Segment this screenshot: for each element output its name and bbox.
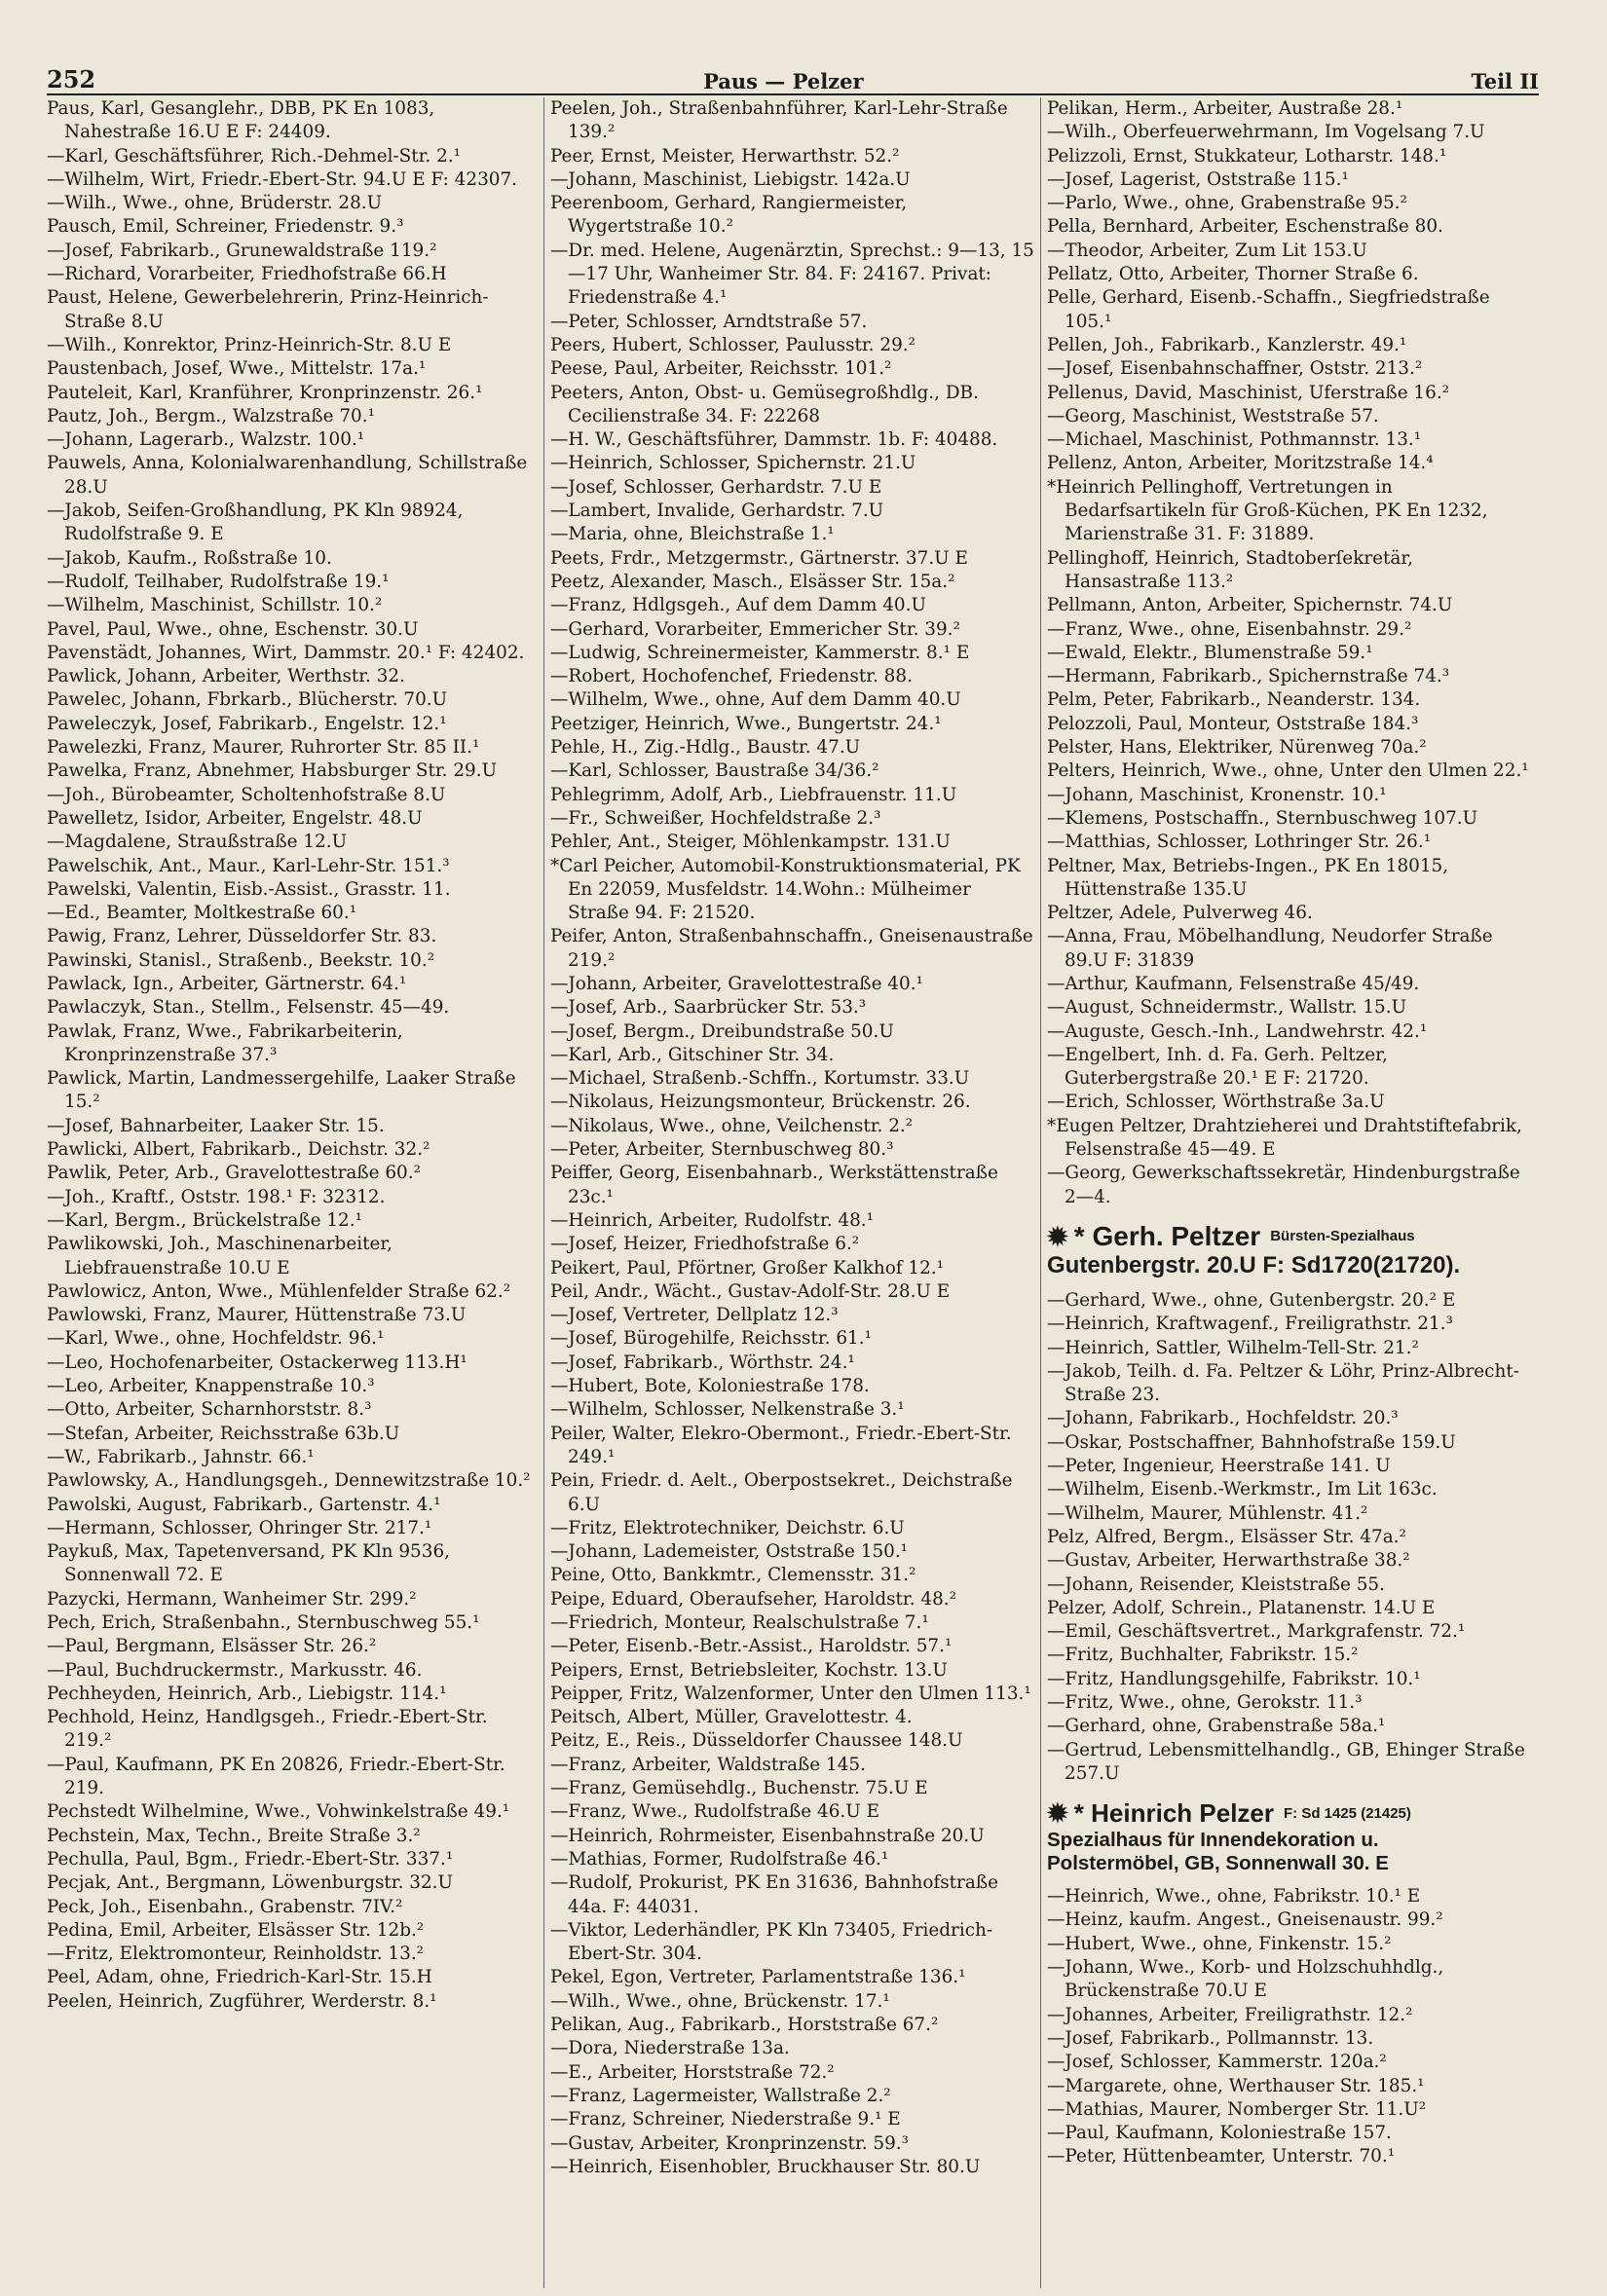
directory-entry: —Gerhard, Vorarbeiter, Emmericher Str. 39.²: [550, 618, 960, 640]
page-header: [47, 51, 1539, 95]
directory-entry: Peikert, Paul, Pförtner, Großer Kalkhof 12.¹: [550, 1257, 945, 1278]
directory-entry: Pellenz, Anton, Arbeiter, Moritzstraße 14.⁴: [1047, 453, 1434, 474]
directory-entry: Pawelletz, Isidor, Arbeiter, Engelstr. 48.U: [47, 807, 423, 829]
directory-entry: Pelters, Heinrich, Wwe., ohne, Unter den Ulmen 22.¹: [1047, 760, 1529, 782]
directory-entry: —Josef, Fabrikarb., Pollmannstr. 13.: [1047, 2027, 1374, 2049]
directory-entry: Pehlegrimm, Adolf, Arb., Liebfrauenstr. 11.U: [550, 784, 957, 805]
directory-entry: —Auguste, Gesch.-Inh., Landwehrstr. 42.¹: [1047, 1020, 1428, 1042]
directory-entry: —Ludwig, Schreinermeister, Kammerstr. 8.¹ E: [550, 642, 970, 663]
directory-entry: Pech, Erich, Straßenbahn., Sternbuschweg 55.¹: [47, 1612, 480, 1633]
directory-entry: —Franz, Wwe., ohne, Eisenbahnstr. 29.²: [1047, 618, 1412, 640]
directory-entry: —Engelbert, Inh. d. Fa. Gerh. Peltzer, Guterbergstraße 20.¹ E F: 21720.: [1047, 1044, 1388, 1090]
directory-entry: —Heinz, kaufm. Angest., Gneisenaustr. 99.²: [1047, 1909, 1443, 1931]
directory-entry: Peine, Otto, Bankkmtr., Clemensstr. 31.²: [550, 1565, 916, 1586]
directory-entry: —Richard, Vorarbeiter, Friedhofstraße 66.H: [47, 264, 447, 285]
directory-entry: —Franz, Hdlgsgeh., Auf dem Damm 40.U: [550, 595, 926, 616]
directory-entry: —Leo, Arbeiter, Knappenstraße 10.³: [47, 1376, 375, 1397]
directory-entry: —Parlo, Wwe., ohne, Grabenstraße 95.²: [1047, 193, 1407, 214]
directory-entry: —Otto, Arbeiter, Scharnhorststr. 8.³: [47, 1399, 372, 1421]
directory-entry: Pellinghoff, Heinrich, Stadtoberſekretär, Hansastraße 113.²: [1047, 547, 1413, 592]
directory-entry: —Heinrich, Arbeiter, Rudolfstr. 48.¹: [550, 1209, 875, 1231]
directory-entry: Pelle, Gerhard, Eisenb.-Schaffn., Siegfriedstraße 105.¹: [1047, 287, 1490, 332]
directory-entry: —Dora, Niederstraße 13a.: [550, 2038, 790, 2059]
directory-entry: Peelen, Joh., Straßenbahnführer, Karl-Lehr-Straße 139.²: [550, 98, 1008, 143]
directory-entry: Pawelka, Franz, Abnehmer, Habsburger Str. 29.U: [47, 760, 498, 782]
directory-entry: —Gertrud, Lebensmittelhandlg., GB, Ehinger Straße 257.U: [1047, 1739, 1525, 1784]
directory-entry: —Fr., Schweißer, Hochfeldstraße 2.³: [550, 807, 881, 829]
directory-entry: —Wilhelm, Maschinist, Schillstr. 10.²: [47, 595, 383, 616]
advertisement: [1047, 1794, 1531, 1879]
running-title: Paus — Pelzer: [703, 69, 864, 93]
directory-entry: Pautz, Joh., Bergm., Walzstraße 70.¹: [47, 405, 375, 426]
directory-entry: —Wilhelm, Maurer, Mühlenstr. 41.²: [1047, 1502, 1368, 1524]
directory-entry: —Josef, Schlosser, Kammerstr. 120a.²: [1047, 2052, 1387, 2073]
directory-entry: —Jakob, Kaufm., Roßstraße 10.: [47, 547, 332, 569]
directory-entry: Pelzer, Adolf, Schrein., Platanenstr. 14.U E: [1047, 1597, 1436, 1618]
directory-entry: Peiler, Walter, Elekro-Obermont., Friedr.-Ebert-Str. 249.¹: [550, 1423, 1012, 1467]
directory-entry: Pelikan, Herm., Arbeiter, Austraße 28.¹: [1047, 98, 1403, 119]
directory-entry: —Jakob, Teilh. d. Fa. Peltzer & Löhr, Prinz-Albrecht-Straße 23.: [1047, 1360, 1519, 1406]
directory-entry: —Stefan, Arbeiter, Reichsstraße 63b.U: [47, 1423, 400, 1444]
directory-entry: —Fritz, Elektromonteur, Reinholdstr. 13.²: [47, 1944, 425, 1965]
directory-entry: —Josef, Heizer, Friedhofstraße 6.²: [550, 1234, 860, 1255]
directory-entry: —Mathias, Maurer, Nomberger Str. 11.U²: [1047, 2098, 1427, 2120]
columns: [47, 97, 1539, 2288]
directory-entry: Pawlicki, Albert, Fabrikarb., Deichstr. 32.²: [47, 1139, 430, 1161]
directory-entry: Pechstein, Max, Techn., Breite Straße 3.²: [47, 1825, 421, 1846]
directory-entry: —Paul, Kaufmann, Koloniestraße 157.: [1047, 2123, 1392, 2144]
directory-entry: Pawlack, Ign., Arbeiter, Gärtnerstr. 64.¹: [47, 973, 407, 994]
ornament-icon: ✹: [1047, 1221, 1068, 1251]
directory-entry: Peipper, Fritz, Walzenformer, Unter den Ulmen 113.¹: [550, 1683, 1031, 1704]
directory-entry: —Johann, Lademeister, Oststraße 150.¹: [550, 1541, 909, 1563]
directory-entry: —Hubert, Wwe., ohne, Finkenstr. 15.²: [1047, 1933, 1392, 1954]
directory-entry: Paustenbach, Josef, Wwe., Mittelstr. 17a.¹: [47, 358, 427, 380]
directory-entry: —Ed., Beamter, Moltkestraße 60.¹: [47, 903, 357, 924]
directory-entry: Pellen, Joh., Fabrikarb., Kanzlerstr. 49.¹: [1047, 334, 1407, 355]
directory-entry: Peitz, E., Reis., Düsseldorfer Chaussee 148.U: [550, 1730, 963, 1752]
directory-entry: —Wilh., Oberfeuerwehrmann, Im Vogelsang 7.U: [1047, 122, 1485, 143]
directory-entry: —Johann, Reisender, Kleiststraße 55.: [1047, 1574, 1385, 1595]
directory-entry: Pawlick, Martin, Landmessergehilfe, Laaker Straße 15.²: [47, 1068, 516, 1113]
directory-entry: Pechheyden, Heinrich, Arb., Liebigstr. 114.¹: [47, 1683, 447, 1704]
directory-entry: —Heinrich, Wwe., ohne, Fabrikstr. 10.¹ E: [1047, 1886, 1421, 1907]
directory-entry: —Anna, Frau, Möbelhandlung, Neudorfer Straße 89.U F: 31839: [1047, 926, 1493, 971]
directory-entry: Pawelski, Valentin, Eisb.-Assist., Grasstr. 11.: [47, 878, 451, 900]
directory-entry: —Wilh., Konrektor, Prinz-Heinrich-Str. 8.U E: [47, 334, 452, 355]
directory-entry: Pawlikowski, Joh., Maschinenarbeiter, Liebfrauenstraße 10.U E: [47, 1234, 392, 1278]
directory-entry: —Heinrich, Sattler, Wilhelm-Tell-Str. 21.²: [1047, 1337, 1419, 1358]
column-2: [543, 97, 1040, 2288]
directory-entry: —Johann, Maschinist, Liebigstr. 142a.U: [550, 168, 911, 190]
directory-entry: —E., Arbeiter, Horststraße 72.²: [550, 2061, 835, 2083]
directory-entry: Pazycki, Hermann, Wanheimer Str. 299.²: [47, 1588, 417, 1610]
directory-entry: —Rudolf, Prokurist, PK En 31636, Bahnhofstraße 44a. F: 44031.: [550, 1872, 998, 1917]
directory-entry: —W., Fabrikarb., Jahnstr. 66.¹: [47, 1446, 315, 1467]
directory-entry: Pecjak, Ant., Bergmann, Löwenburgstr. 32.U: [47, 1872, 454, 1894]
advertisement: [1047, 1217, 1531, 1283]
directory-entry: Peese, Paul, Arbeiter, Reichsstr. 101.²: [550, 358, 892, 380]
directory-entry: —Paul, Buchdruckermstr., Markusstr. 46.: [47, 1659, 423, 1681]
directory-entry: Pechstedt Wilhelmine, Wwe., Vohwinkelstraße 49.¹: [47, 1801, 510, 1823]
directory-entry: Pella, Bernhard, Arbeiter, Eschenstraße 80.: [1047, 216, 1443, 238]
directory-entry: —Fritz, Buchhalter, Fabrikstr. 15.²: [1047, 1645, 1359, 1666]
directory-entry: Pekel, Egon, Vertreter, Parlamentstraße 136.¹: [550, 1967, 966, 1988]
column-1: [47, 97, 543, 2288]
directory-entry: —Georg, Maschinist, Weststraße 57.: [1047, 405, 1379, 426]
directory-entry: —Josef, Vertreter, Dellplatz 12.³: [550, 1305, 839, 1326]
ad-line: Gutenbergstr. 20.U F: Sd1720(21720).: [1047, 1251, 1461, 1278]
directory-entry: Peets, Frdr., Metzgermstr., Gärtnerstr. 37.U E: [550, 547, 968, 569]
directory-entry: Peers, Hubert, Schlosser, Paulusstr. 29.²: [550, 334, 916, 355]
directory-entry: —Josef, Arb., Saarbrücker Str. 53.³: [550, 997, 867, 1018]
directory-entry: Peeters, Anton, Obst- u. Gemüsegroßhdlg., DB. Cecilienstraße 34. F: 22268: [550, 382, 979, 426]
directory-entry: —Karl, Schlosser, Baustraße 34/36.²: [550, 760, 879, 782]
directory-entry: Peltner, Max, Betriebs-Ingen., PK En 18015, Hüttenstraße 135.U: [1047, 855, 1449, 900]
directory-entry: Pechhold, Heinz, Handlgsgeh., Friedr.-Ebert-Str. 219.²: [47, 1707, 488, 1752]
directory-entry: Pellmann, Anton, Arbeiter, Spichernstr. 74.U: [1047, 595, 1453, 616]
directory-entry: —Peter, Arbeiter, Sternbuschweg 80.³: [550, 1139, 894, 1161]
directory-entry: Pawlak, Franz, Wwe., Fabrikarbeiterin, Kronprinzenstraße 37.³: [47, 1020, 403, 1065]
directory-entry: —H. W., Geschäftsführer, Dammstr. 1b. F: 40488.: [550, 429, 998, 451]
directory-entry: —Gerhard, ohne, Grabenstraße 58a.¹: [1047, 1716, 1386, 1737]
directory-entry: —Jakob, Seifen-Großhandlung, PK Kln 98924, Rudolfstraße 9. E: [47, 500, 464, 545]
directory-entry: —Johann, Wwe., Korb- und Holzschuhhdlg., Brückenstraße 70.U E: [1047, 1957, 1444, 2002]
directory-entry: Peifer, Anton, Straßenbahnschaffn., Gneisenaustraße 219.²: [550, 926, 1033, 971]
directory-entry: Pehle, H., Zig.-Hdlg., Baustr. 47.U: [550, 737, 861, 759]
directory-entry: Peipe, Eduard, Oberaufseher, Haroldstr. 48.²: [550, 1588, 957, 1610]
directory-entry: —Magdalene, Straußstraße 12.U: [47, 832, 348, 853]
directory-entry: —Wilhelm, Schlosser, Nelkenstraße 3.¹: [550, 1399, 905, 1421]
directory-entry: Pawlick, Johann, Arbeiter, Werthstr. 32.: [47, 666, 405, 687]
ad-line: Polstermöbel, GB, Sonnenwall 30. E: [1047, 1852, 1389, 1875]
directory-entry: —Josef, Bürogehilfe, Reichsstr. 61.¹: [550, 1328, 872, 1350]
directory-entry: Pawelec, Johann, Fbrkarb., Blücherstr. 70.U: [47, 689, 448, 711]
directory-entry: —Franz, Gemüsehdlg., Buchenstr. 75.U E: [550, 1778, 928, 1799]
directory-entry: Pellatz, Otto, Arbeiter, Thorner Straße 6.: [1047, 264, 1419, 285]
directory-entry: Peelen, Heinrich, Zugführer, Werderstr. 8.¹: [47, 1990, 437, 2012]
directory-entry: Paust, Helene, Gewerbelehrerin, Prinz-Heinrich-Straße 8.U: [47, 287, 489, 332]
directory-entry: —Karl, Bergm., Brückelstraße 12.¹: [47, 1209, 362, 1231]
directory-entry: —Franz, Wwe., Rudolfstraße 46.U E: [550, 1801, 880, 1823]
directory-entry: —Franz, Arbeiter, Waldstraße 145.: [550, 1754, 866, 1775]
directory-entry: —Emil, Geschäftsvertret., Markgrafenstr. 72.¹: [1047, 1621, 1466, 1643]
directory-entry: —Hermann, Fabrikarb., Spichernstraße 74.³: [1047, 666, 1450, 687]
directory-entry: Pauwels, Anna, Kolonialwarenhandlung, Schillstraße 28.U: [47, 453, 528, 498]
directory-entry: Pehler, Ant., Steiger, Möhlenkampstr. 131.U: [550, 832, 951, 853]
directory-entry: —Nikolaus, Heizungsmonteur, Brückenstr. 26.: [550, 1092, 971, 1113]
ornament-icon: ✹: [1047, 1798, 1068, 1829]
directory-entry: Pawolski, August, Fabrikarb., Gartenstr. 4.¹: [47, 1494, 441, 1515]
directory-entry: Peil, Andr., Wächt., Gustav-Adolf-Str. 28.U E: [550, 1280, 951, 1302]
directory-entry: Paweleczyk, Josef, Fabrikarb., Engelstr. 12.¹: [47, 713, 447, 734]
directory-entry: —Fritz, Elektrotechniker, Deichstr. 6.U: [550, 1517, 905, 1538]
directory-entry: Peerenboom, Gerhard, Rangiermeister, Wygertstraße 10.²: [550, 193, 908, 238]
directory-entry: Pedina, Emil, Arbeiter, Elsässer Str. 12b.²: [47, 1919, 425, 1941]
directory-entry: —Josef, Fabrikarb., Grunewaldstraße 119.²: [47, 240, 437, 261]
directory-entry: *Heinrich Pellinghoff, Vertretungen in Bedarfsartikeln für Groß-Küchen, PK En 1232, Marienstraße 31. F: 31889.: [1047, 476, 1488, 545]
directory-entry: —Franz, Lagermeister, Wallstraße 2.²: [550, 2085, 891, 2106]
directory-entry: —Lambert, Invalide, Gerhardstr. 7.U: [550, 500, 884, 522]
directory-entry: —Heinrich, Eisenhobler, Bruckhauser Str. 80.U: [550, 2156, 981, 2177]
directory-entry: —Josef, Schlosser, Gerhardstr. 7.U E: [550, 476, 882, 498]
directory-entry: —Mathias, Former, Rudolfstraße 46.¹: [550, 1848, 889, 1870]
directory-entry: Pelikan, Aug., Fabrikarb., Horststraße 67.²: [550, 2015, 939, 2036]
directory-entry: —Fritz, Handlungsgehilfe, Fabrikstr. 10.¹: [1047, 1668, 1421, 1689]
directory-entry: —Josef, Fabrikarb., Wörthstr. 24.¹: [550, 1352, 855, 1373]
directory-entry: —Klemens, Postschaffn., Sternbuschweg 107.U: [1047, 807, 1478, 829]
directory-entry: —Oskar, Postschaffner, Bahnhofstraße 159.U: [1047, 1431, 1456, 1453]
directory-entry: Peer, Ernst, Meister, Herwarthstr. 52.²: [550, 145, 900, 167]
directory-entry: —Hubert, Bote, Koloniestraße 178.: [550, 1376, 870, 1397]
directory-entry: —Gustav, Arbeiter, Kronprinzenstr. 59.³: [550, 2132, 910, 2154]
directory-entry: Peetziger, Heinrich, Wwe., Bungertstr. 24.¹: [550, 713, 942, 734]
directory-entry: —Rudolf, Teilhaber, Rudolfstraße 19.¹: [47, 571, 390, 592]
directory-entry: —Erich, Schlosser, Wörthstraße 3a.U: [1047, 1092, 1385, 1113]
advertiser-name: * Gerh. Peltzer: [1073, 1220, 1261, 1251]
directory-entry: —Robert, Hochofenchef, Friedenstr. 88.: [550, 666, 913, 687]
directory-entry: —Arthur, Kaufmann, Felsenstraße 45/49.: [1047, 973, 1420, 994]
directory-entry: Pawig, Franz, Lehrer, Düsseldorfer Str. 83.: [47, 926, 437, 947]
page-number: 252: [47, 65, 96, 93]
directory-entry: —Georg, Gewerkschaftssekretär, Hindenburgstraße 2—4.: [1047, 1163, 1520, 1207]
directory-entry: —Wilhelm, Wwe., ohne, Auf dem Damm 40.U: [550, 689, 961, 711]
directory-entry: —Wilhelm, Wirt, Friedr.-Ebert-Str. 94.U E F: 42307.: [47, 168, 518, 190]
directory-entry: —Gerhard, Wwe., ohne, Gutenbergstr. 20.² E: [1047, 1289, 1456, 1311]
directory-entry: Paykuß, Max, Tapetenversand, PK Kln 9536, Sonnenwall 72. E: [47, 1541, 450, 1586]
ad-line: Spezialhaus für Innendekoration u.: [1047, 1829, 1379, 1852]
directory-entry: —Peter, Eisenb.-Betr.-Assist., Haroldstr. 57.¹: [550, 1636, 953, 1657]
directory-entry: —August, Schneidermstr., Wallstr. 15.U: [1047, 997, 1407, 1018]
directory-entry: Pelozzoli, Paul, Monteur, Oststraße 184.³: [1047, 713, 1419, 734]
directory-entry: Pellenus, David, Maschinist, Uferstraße 16.²: [1047, 382, 1450, 403]
directory-entry: Pawlaczyk, Stan., Stellm., Felsenstr. 45—49.: [47, 997, 450, 1018]
directory-entry: —Karl, Geschäftsführer, Rich.-Dehmel-Str. 2.¹: [47, 145, 462, 167]
directory-entry: —Peter, Ingenieur, Heerstraße 141. U: [1047, 1456, 1391, 1477]
directory-entry: —Wilhelm, Eisenb.-Werkmstr., Im Lit 163c.: [1047, 1479, 1438, 1500]
directory-entry: Pauteleit, Karl, Kranführer, Kronprinzenstr. 26.¹: [47, 382, 483, 403]
directory-entry: —Leo, Hochofenarbeiter, Ostackerweg 113.H¹: [47, 1352, 467, 1373]
directory-entry: —Johann, Maschinist, Kronenstr. 10.¹: [1047, 784, 1387, 805]
directory-entry: —Matthias, Schlosser, Lothringer Str. 26.¹: [1047, 832, 1432, 853]
directory-entry: Peel, Adam, ohne, Friedrich-Karl-Str. 15.H: [47, 1967, 432, 1988]
ad-tagline: F: Sd 1425 (21425): [1284, 1804, 1411, 1822]
directory-entry: Pechulla, Paul, Bgm., Friedr.-Ebert-Str. 337.¹: [47, 1848, 454, 1870]
directory-entry: Pelizzoli, Ernst, Stukkateur, Lotharstr. 148.¹: [1047, 145, 1447, 167]
directory-entry: —Josef, Bergm., Dreibundstraße 50.U: [550, 1020, 894, 1042]
directory-entry: —Karl, Arb., Gitschiner Str. 34.: [550, 1044, 835, 1065]
directory-entry: Pelster, Hans, Elektriker, Nürenweg 70a.²: [1047, 737, 1427, 759]
directory-entry: —Viktor, Lederhändler, PK Kln 73405, Friedrich-Ebert-Str. 304.: [550, 1919, 993, 1965]
directory-entry: —Michael, Straßenb.-Schffn., Kortumstr. 33.U: [550, 1068, 970, 1090]
directory-entry: —Franz, Schreiner, Niederstraße 9.¹ E: [550, 2109, 901, 2130]
directory-entry: Pawelezki, Franz, Maurer, Ruhrorter Str. 85 II.¹: [47, 737, 480, 759]
directory-entry: —Gustav, Arbeiter, Herwarthstraße 38.²: [1047, 1550, 1410, 1572]
directory-entry: —Peter, Hüttenbeamter, Unterstr. 70.¹: [1047, 2146, 1396, 2167]
directory-entry: Paus, Karl, Gesanglehr., DBB, PK En 1083, Nahestraße 16.U E F: 24409.: [47, 98, 435, 143]
advertiser-name: * Heinrich Pelzer: [1073, 1798, 1274, 1829]
directory-entry: —Wilh., Wwe., ohne, Brückenstr. 17.¹: [550, 1990, 890, 2012]
directory-entry: Pawinski, Stanisl., Straßenb., Beekstr. 10.²: [47, 949, 435, 971]
directory-entry: Peiffer, Georg, Eisenbahnarb., Werkstättenstraße 23c.¹: [550, 1163, 998, 1207]
directory-entry: —Joh., Bürobeamter, Scholtenhofstraße 8.U: [47, 784, 446, 805]
directory-entry: Pelz, Alfred, Bergm., Elsässer Str. 47a.²: [1047, 1526, 1406, 1547]
directory-entry: —Michael, Maschinist, Pothmannstr. 13.¹: [1047, 429, 1422, 451]
directory-entry: —Hermann, Schlosser, Ohringer Str. 217.¹: [47, 1517, 432, 1538]
directory-entry: —Margarete, ohne, Werthauser Str. 185.¹: [1047, 2075, 1425, 2096]
directory-entry: —Paul, Kaufmann, PK En 20826, Friedr.-Ebert-Str. 219.: [47, 1754, 505, 1799]
directory-entry: Peetz, Alexander, Masch., Elsässer Str. 15a.²: [550, 571, 955, 592]
directory-entry: Pein, Friedr. d. Aelt., Oberpostsekret., Deichstraße 6.U: [550, 1470, 1013, 1515]
directory-entry: —Josef, Bahnarbeiter, Laaker Str. 15.: [47, 1115, 385, 1136]
column-3: [1040, 97, 1537, 2288]
directory-entry: Pawlowski, Franz, Maurer, Hüttenstraße 73.U: [47, 1305, 467, 1326]
directory-entry: —Paul, Bergmann, Elsässer Str. 26.²: [47, 1636, 377, 1657]
directory-entry: —Joh., Kraftf., Oststr. 198.¹ F: 32312.: [47, 1186, 386, 1207]
directory-entry: —Maria, ohne, Bleichstraße 1.¹: [550, 524, 835, 545]
directory-entry: Pawlik, Peter, Arb., Gravelottestraße 60.²: [47, 1163, 421, 1184]
directory-entry: —Nikolaus, Wwe., ohne, Veilchenstr. 2.²: [550, 1115, 914, 1136]
directory-entry: —Peter, Schlosser, Arndtstraße 57.: [550, 311, 868, 332]
directory-entry: —Heinrich, Rohrmeister, Eisenbahnstraße 20.U: [550, 1825, 985, 1846]
directory-entry: —Josef, Lagerist, Oststraße 115.¹: [1047, 168, 1349, 190]
directory-entry: —Fritz, Wwe., ohne, Gerokstr. 11.³: [1047, 1692, 1363, 1713]
directory-entry: Pavel, Paul, Wwe., ohne, Eschenstr. 30.U: [47, 618, 419, 640]
directory-entry: *Carl Peicher, Automobil-Konstruktionsmaterial, PK En 22059, Musfeldstr. 14.Wohn.: Mülheimer Straße 94. F: 21520.: [550, 855, 1021, 924]
directory-entry: Pawelschik, Ant., Maur., Karl-Lehr-Str. 151.³: [47, 855, 450, 876]
directory-entry: Pawlowicz, Anton, Wwe., Mühlenfelder Straße 62.²: [47, 1280, 511, 1302]
directory-entry: Peltzer, Adele, Pulverweg 46.: [1047, 903, 1313, 924]
directory-entry: —Theodor, Arbeiter, Zum Lit 153.U: [1047, 240, 1367, 261]
directory-entry: —Karl, Wwe., ohne, Hochfeldstr. 96.¹: [47, 1328, 385, 1350]
directory-entry: —Johann, Fabrikarb., Hochfeldstr. 20.³: [1047, 1408, 1399, 1429]
directory-entry: —Ewald, Elektr., Blumenstraße 59.¹: [1047, 642, 1373, 663]
directory-entry: Pavenstädt, Johannes, Wirt, Dammstr. 20.¹ F: 42402.: [47, 642, 525, 663]
directory-entry: —Josef, Eisenbahnschaffner, Oststr. 213.²: [1047, 358, 1423, 380]
directory-entry: Pausch, Emil, Schreiner, Friedenstr. 9.³: [47, 216, 404, 238]
directory-entry: —Heinrich, Kraftwagenf., Freiligrathstr. 21.³: [1047, 1314, 1453, 1335]
section-label: Teil II: [1471, 69, 1539, 93]
directory-entry: —Heinrich, Schlosser, Spichernstr. 21.U: [550, 453, 916, 474]
directory-entry: —Friedrich, Monteur, Realschulstraße 7.¹: [550, 1612, 929, 1633]
directory-entry: —Johann, Arbeiter, Gravelottestraße 40.¹: [550, 973, 923, 994]
directory-entry: Pawlowsky, A., Handlungsgeh., Dennewitzstraße 10.²: [47, 1470, 531, 1492]
directory-entry: Peipers, Ernst, Betriebsleiter, Kochstr. 13.U: [550, 1659, 948, 1681]
directory-entry: Pelm, Peter, Fabrikarb., Neanderstr. 134.: [1047, 689, 1421, 711]
directory-entry: —Wilh., Wwe., ohne, Brüderstr. 28.U: [47, 193, 383, 214]
ad-tagline: Bürsten-Spezialhaus: [1270, 1228, 1415, 1245]
directory-entry: *Eugen Peltzer, Drahtzieherei und Drahtstiftefabrik, Felsenstraße 45—49. E: [1047, 1115, 1522, 1161]
directory-entry: —Johann, Lagerarb., Walzstr. 100.¹: [47, 429, 365, 451]
directory-entry: Peck, Joh., Eisenbahn., Grabenstr. 7IV.²: [47, 1896, 403, 1917]
directory-entry: —Dr. med. Helene, Augenärztin, Sprechst.: 9—13, 15—17 Uhr, Wanheimer Str. 84. F: 24167. Privat: Friedenstraße 4.¹: [550, 240, 1034, 309]
directory-entry: —Johannes, Arbeiter, Freiligrathstr. 12.²: [1047, 2004, 1413, 2025]
directory-entry: Peitsch, Albert, Müller, Gravelottestr. 4.: [550, 1707, 913, 1728]
